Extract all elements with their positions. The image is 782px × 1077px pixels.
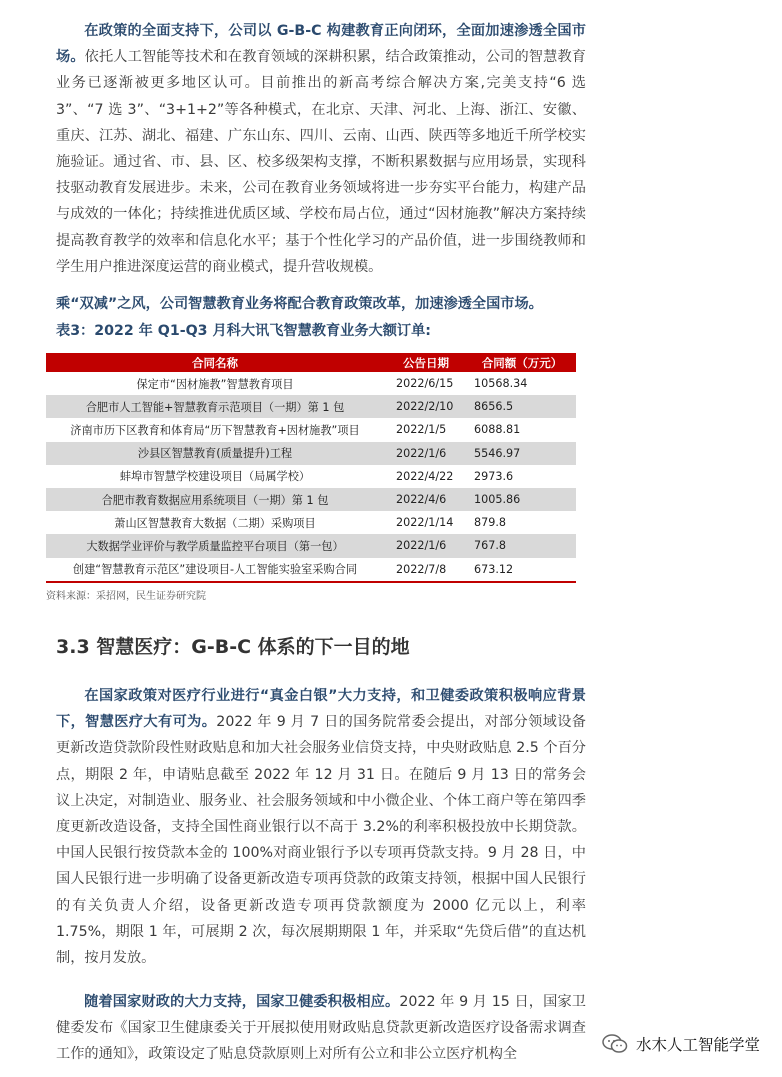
table-row [46,488,576,511]
orders-table-wrapper [46,350,576,602]
paragraph-lead: 随着国家财政的大力支持，国家卫健委积极相应。 [84,994,400,1010]
paragraph-medical-policy [56,683,586,971]
table-source-note: 资料来源：采招网，民生证券研究院 [46,590,206,602]
cell-date: 2022/1/6 [396,539,447,553]
paragraph-education-policy [56,18,586,280]
cell-name: 济南市历下区教育和体育局“历下智慧教育+因材施教”项目 [70,423,360,437]
table-row [46,372,576,395]
orders-table [46,353,576,583]
cell-amount: 10568.34 [474,377,528,391]
paragraph-health-commission [56,989,586,1068]
cell-date: 2022/4/6 [396,493,447,507]
paragraph-lead: 在国家政策对医疗行业进行“真金白银”大力支持，和卫健委政策积极响应背景下，智慧医疗大有可为。 [56,688,586,731]
watermark [602,1033,760,1055]
table-header-row [46,353,576,372]
header-contract-amount: 合同额（万元） [481,355,563,370]
paragraph-body: 2022 年 9 月 7 日的国务院常委会提出，对部分领域设备更新改造贷款阶段性财政贴息和加大社会服务业信贷支持，中央财政贴息 2.5 个百分点，期限 2 年，申请贴息截至 2022 年 12 月 31 日。在随后 9 月 13 日的常务会议上决定，对制造业、服务业、社会服务领域和中小微企业、个体工商户等在第四季度更新改造设备，支持全国性商业银行以不高于 3.2%的利率积极投放中长期贷款。中国人民银行按贷款本金的 100%对商业银行予以专项再贷款支持。9 月 28 日，中国人民银行进一步明确了设备更新改造专项再贷款的政策支持领，根据中国人民银行的有关负责人介绍，设备更新改造专项再贷款额度为 2000 亿元以上，利率 1.75%，期限 1 年，可展期 2 次，每次展期期限 1 年，并采取“先贷后借”的直达机制，按月发放。 [56,714,586,967]
cell-amount: 879.8 [474,516,507,530]
cell-name: 大数据学业评价与教学质量监控平台项目（第一包） [86,539,344,553]
cell-date: 2022/2/10 [396,400,454,414]
cell-name: 合肥市人工智能+智慧教育示范项目（一期）第 1 包 [85,400,345,414]
cell-amount: 2973.6 [474,469,514,483]
section-heading: 3.3 智慧医疗：G-B-C 体系的下一目的地 [56,636,410,658]
cell-name: 沙县区智慧教育(质量提升)工程 [137,447,293,461]
cell-date: 2022/4/22 [396,469,454,483]
cell-date: 2022/6/15 [396,377,454,391]
paragraph-body: 依托人工智能等技术和在教育领域的深耕积累，结合政策推动，公司的智慧教育业务已逐渐被更多地区认可。目前推出的新高考综合解决方案,完美支持“6 选 3”、“7 选 3”、“3+1+2”等各种模式，在北京、天津、河北、上海、浙江、安徽、重庆、江苏、湖北、福建、广东山东、四川、云南、山西、陕西等多地近千所学校实施验证。通过省、市、县、区、校多级架构支撑，不断积累数据与应用场景，实现科技驱动教育发展进步。未来，公司在教育业务领域将进一步夯实平台能力，构建产品与成效的一体化；持续推进优质区域、学校布局占位，通过“因材施教”解决方案持续提高教育教学的效率和信息化水平；基于个性化学习的产品价值，进一步围绕教师和学生用户推进深度运营的商业模式，提升营收规模。 [56,49,586,275]
cell-date: 2022/7/8 [384,558,468,582]
header-contract-name: 合同名称 [192,355,238,370]
table-row [46,442,576,465]
watermark-text: 水木人工智能学堂 [635,1036,760,1054]
cell-amount: 767.8 [474,539,507,553]
paragraph-body: 2022 年 9 月 15 日，国家卫健委发布《国家卫生健康委关于开展拟使用财政贴息贷款更新改造医疗设备需求调查工作的通知》，政策设定了贴息贷款原则上对所有公立和非公立医疗机构全 [56,994,586,1063]
table-row [46,534,576,557]
cell-name: 萧山区智慧教育大数据（二期）采购项目 [114,516,316,530]
cell-name: 蚌埠市智慧学校建设项目（局属学校） [119,470,311,484]
table-row [46,511,576,534]
cell-date: 2022/1/6 [396,446,447,460]
table-title: 表3：2022 年 Q1-Q3 月科大讯飞智慧教育业务大额订单: [56,323,431,339]
table-row [46,558,576,582]
table-row [46,395,576,418]
cell-name: 保定市“因材施教”智慧教育项目 [136,377,294,391]
cell-amount: 1005.86 [474,493,521,507]
cell-name: 合肥市教育数据应用系统项目（一期）第 1 包 [101,493,329,507]
table-row [46,465,576,488]
bold-summary-line: 乘“双减”之风，公司智慧教育业务将配合教育政策改革，加速渗透全国市场。 [56,296,543,312]
header-announce-date: 公告日期 [403,355,449,370]
cell-amount: 5546.97 [474,446,521,460]
wechat-icon [602,1034,628,1054]
table-row [46,418,576,441]
cell-amount: 673.12 [468,558,576,582]
paragraph-lead: 在政策的全面支持下，公司以 G-B-C 构建教育正向闭环，全面加速渗透全国市场。 [56,23,586,66]
cell-date: 2022/1/5 [396,423,447,437]
cell-date: 2022/1/14 [396,516,454,530]
cell-amount: 8656.5 [474,400,514,414]
cell-name: 创建“智慧教育示范区”建设项目-人工智能实验室采购合同 [46,558,384,582]
cell-amount: 6088.81 [474,423,521,437]
